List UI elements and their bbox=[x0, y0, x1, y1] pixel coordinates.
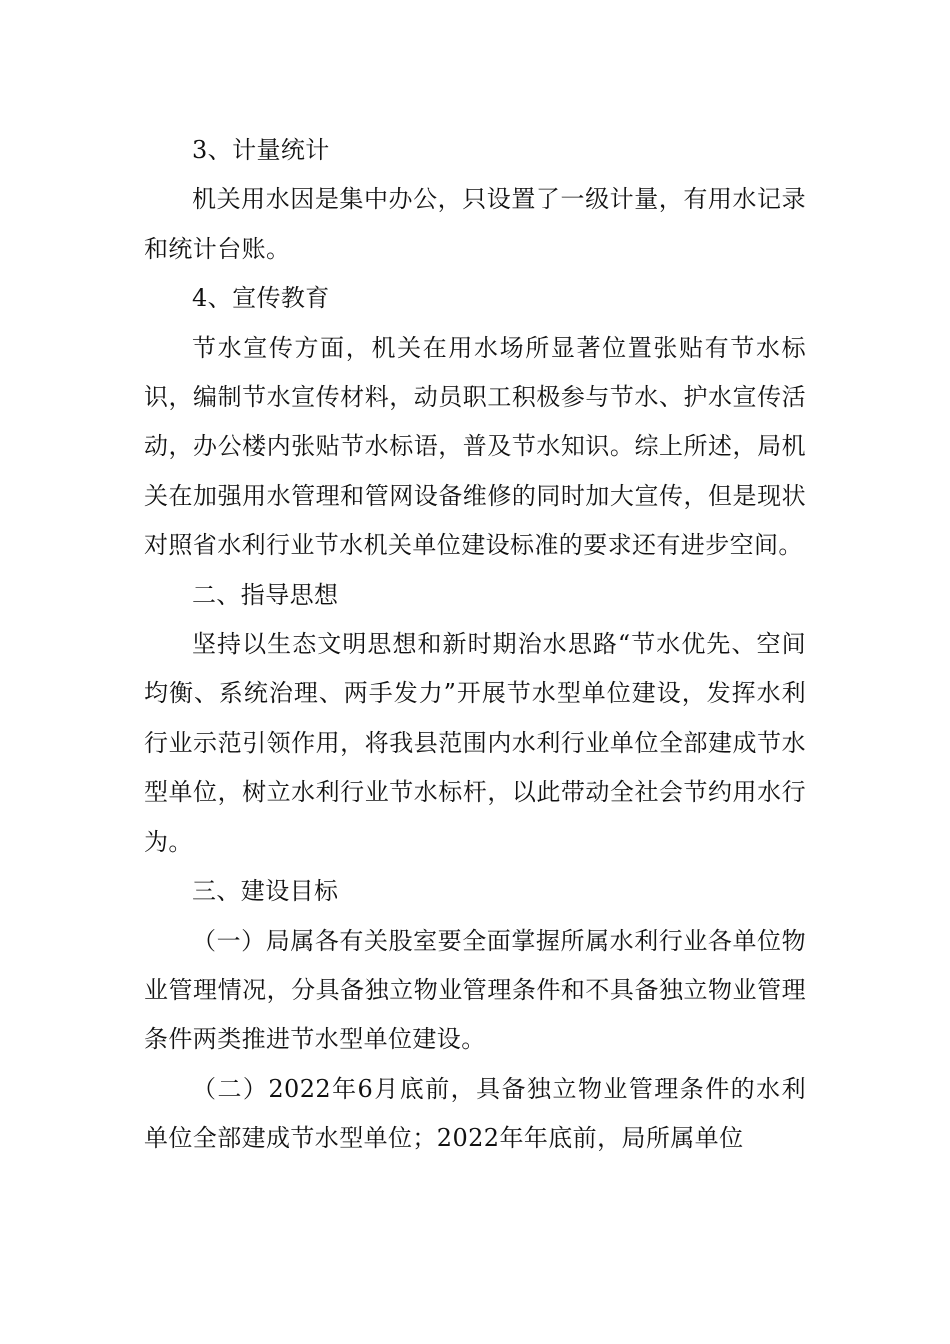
subheading-metering: 3、计量统计 bbox=[192, 136, 330, 164]
subheading-publicity: 4、宣传教育 bbox=[192, 284, 330, 313]
paragraph-publicity: 节水宣传方面，机关在用水场所显著位置张贴有节水标识，编制节水宣传材料，动员职工积极参与节水、护水宣传活动，办公楼内张贴节水标语，普及节水知识。综上所述，局机关在加强用水管理和管网设备维修的同时加大宣传，但是现状对照省水利行业节水机关单位建设标准的要求还有进步空间。 bbox=[144, 333, 806, 560]
paragraph-goal-one: （一）局属各有关股室要全面掌握所属水利行业各单位物业管理情况，分具备独立物业管理条件和不具备独立物业管理条件两类推进节水型单位建设。 bbox=[144, 926, 806, 1054]
document-body bbox=[144, 126, 806, 1164]
paragraph-goal-two: （二）2022年6月底前，具备独立物业管理条件的水利单位全部建成节水型单位；2022年年底前，局所属单位 bbox=[144, 1074, 806, 1153]
heading-guiding-thought: 二、指导思想 bbox=[192, 580, 339, 609]
heading-construction-goals: 三、建设目标 bbox=[192, 877, 339, 906]
paragraph-guiding-thought: 坚持以生态文明思想和新时期治水思路“节水优先、空间均衡、系统治理、两手发力”开展节水型单位建设，发挥水利行业示范引领作用，将我县范围内水利行业单位全部建成节水型单位，树立水利行业节水标杆，以此带动全社会节约用水行为。 bbox=[144, 630, 806, 856]
paragraph-metering: 机关用水因是集中办公，只设置了一级计量，有用水记录和统计台账。 bbox=[144, 185, 806, 263]
